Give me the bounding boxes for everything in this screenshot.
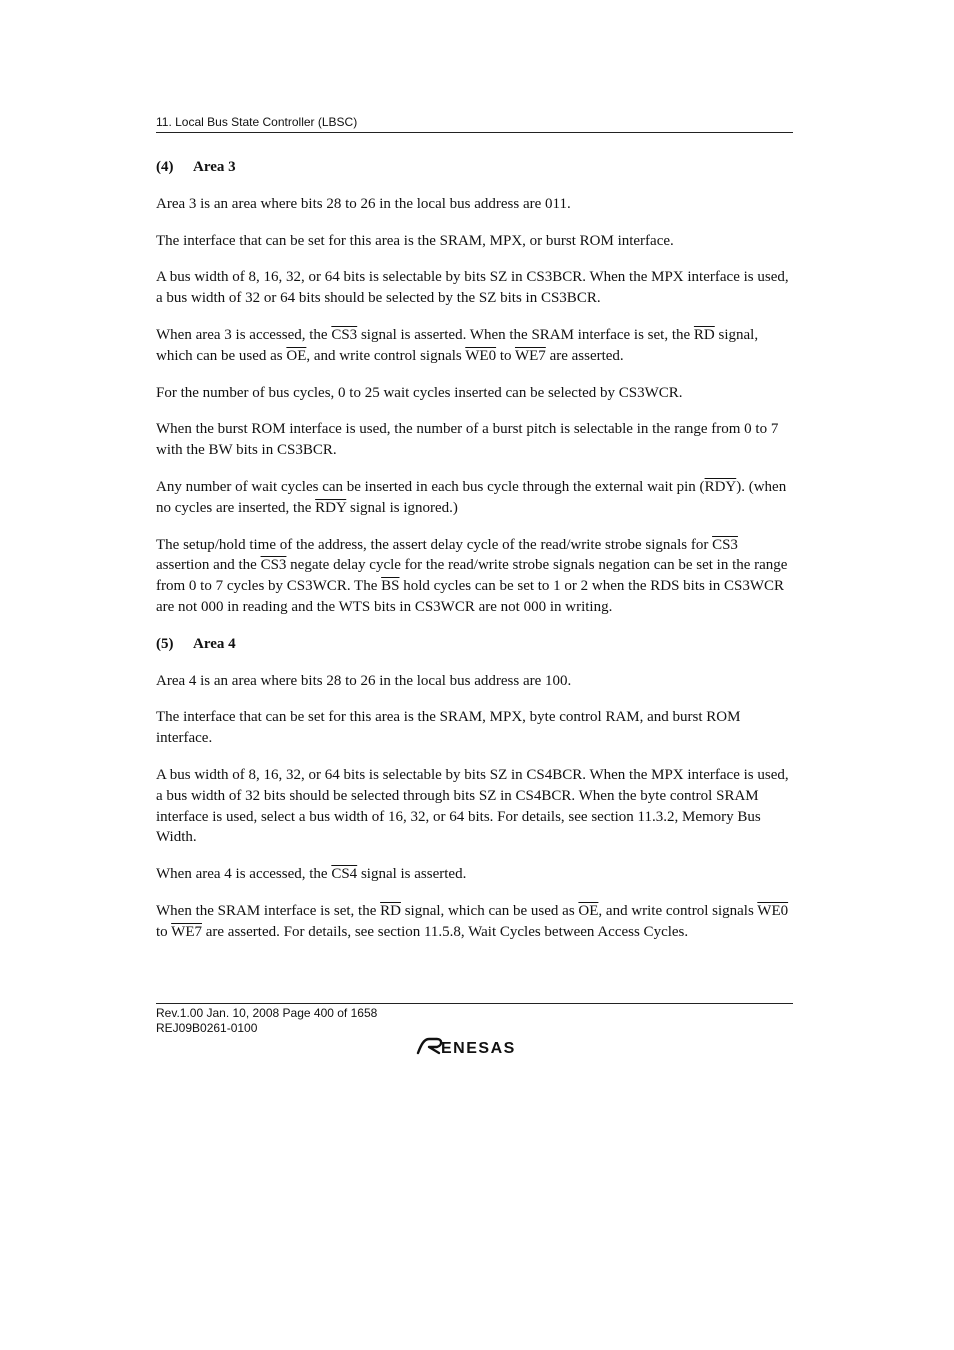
document-number: REJ09B0261-0100 xyxy=(156,1021,258,1035)
signal-oe: $\overline{OE}$ xyxy=(578,902,599,919)
paragraph: Area 3 is an area where bits 28 to 26 in the local bus address are 011. xyxy=(156,195,571,212)
text-run: When area 4 is accessed, the xyxy=(156,866,332,883)
signal-we0: WE0 xyxy=(465,347,497,364)
text-run: signal is asserted. When the SRAM interface is set, the xyxy=(357,326,694,343)
paragraph: Area 4 is an area where bits 28 to 26 in the local bus address are 100. xyxy=(156,672,572,689)
signal-cs3: CS3 xyxy=(712,536,738,553)
text-run: negate delay cycle for the read/write strobe signals negation can be set in the range from 0 to 7 cycles by CS3WCR. The xyxy=(156,557,788,595)
revision-line: Rev.1.00 Jan. 10, 2008 Page 400 of 1658 xyxy=(156,1006,378,1020)
paragraph: The interface that can be set for this area is the SRAM, MPX, or burst ROM interface. xyxy=(156,232,674,249)
paragraph xyxy=(156,901,793,943)
renesas-logo xyxy=(415,1035,535,1057)
text-run: signal, which can be used as xyxy=(156,326,759,364)
signal-we0: WE0 xyxy=(757,902,789,919)
text-run: assertion and the xyxy=(156,557,261,574)
paragraph: For the number of bus cycles, 0 to 25 wait cycles inserted can be selected by CS3WCR. xyxy=(156,384,683,401)
text-run: hold cycles can be set to 1 or 2 when the RDS bits in CS3WCR are not 000 in reading and the WTS bits in CS3WCR are not 000 in writing. xyxy=(156,578,785,615)
text-run: to xyxy=(156,923,172,940)
signal-rd: $\overline{RD}$ xyxy=(693,326,715,343)
page-footer xyxy=(156,1006,377,1036)
signal-cs3: CS3 xyxy=(331,326,358,343)
heading-number: (5) xyxy=(156,635,174,652)
text-run: are asserted. For details, see section 11.5.8, Wait Cycles between Access Cycles. xyxy=(201,923,689,940)
text-run: signal is ignored.) xyxy=(346,499,458,516)
svg-text:ENESAS: ENESAS xyxy=(441,1040,516,1057)
signal-oe: $\overline{OE}$ xyxy=(286,347,307,364)
heading-title: Area 3 xyxy=(193,159,236,175)
paragraph xyxy=(156,325,793,367)
text-run: are asserted. xyxy=(545,347,624,364)
text-run: signal, which can be used as xyxy=(400,902,579,919)
text-run: When area 3 is accessed, the xyxy=(156,326,332,343)
paragraph: When the burst ROM interface is used, the number of a burst pitch is selectable in the range from 0 to 7 with the BW bits in CS3BCR. xyxy=(156,421,779,459)
paragraph xyxy=(156,477,793,519)
text-run: , and write control signals xyxy=(306,347,466,364)
paragraph: A bus width of 8, 16, 32, or 64 bits is selectable by bits SZ in CS3BCR. When the MPX interface is used, a bus width of 32 or 64 bits should be selected by the SZ bits in CS3BCR. xyxy=(156,269,789,307)
heading-number: (4) xyxy=(156,159,174,175)
signal-bs: $\overline{BS}$ xyxy=(381,578,400,595)
signal-rdy: $\overline{RDY}$ xyxy=(704,478,737,495)
section-heading-area4 xyxy=(156,634,793,655)
signal-cs4: CS4 xyxy=(331,866,358,883)
footer-rule xyxy=(156,1003,793,1004)
text-run: The setup/hold time of the address, the assert delay cycle of the read/write strobe signals for xyxy=(156,536,713,553)
running-header: 11. Local Bus State Controller (LBSC) xyxy=(156,115,793,133)
paragraph xyxy=(156,864,793,885)
paragraph: The interface that can be set for this area is the SRAM, MPX, byte control RAM, and burst ROM interface. xyxy=(156,709,741,747)
text-run: ). (when no cycles are inserted, the xyxy=(156,478,787,516)
paragraph: A bus width of 8, 16, 32, or 64 bits is selectable by bits SZ in CS4BCR. When the MPX interface is used, a bus width of 32 bits should be selected through bits SZ in CS4BCR. When the byte control SRAM interface is used, select a bus width of 16, 32, or 64 bits. For details, see section 11.3.2, Memory Bus Width. xyxy=(156,766,789,846)
signal-rdy: $\overline{RDY}$ xyxy=(315,499,347,516)
signal-cs3: CS3 xyxy=(260,557,287,574)
signal-rd: $\overline{RD}$ xyxy=(380,902,401,919)
text-run: to xyxy=(496,347,515,364)
paragraph xyxy=(156,535,793,618)
signal-we7: WE7 xyxy=(514,347,546,364)
page-body xyxy=(156,157,793,959)
text-run: , and write control signals xyxy=(598,902,758,919)
text-run: signal is asserted. xyxy=(357,866,467,883)
heading-title: Area 4 xyxy=(193,635,236,652)
section-heading-area3 xyxy=(156,157,793,178)
text-run: Any number of wait cycles can be inserted in each bus cycle through the external wait pin ( xyxy=(156,478,705,495)
signal-we7: WE7 xyxy=(171,923,202,940)
text-run: When the SRAM interface is set, the xyxy=(156,902,381,919)
